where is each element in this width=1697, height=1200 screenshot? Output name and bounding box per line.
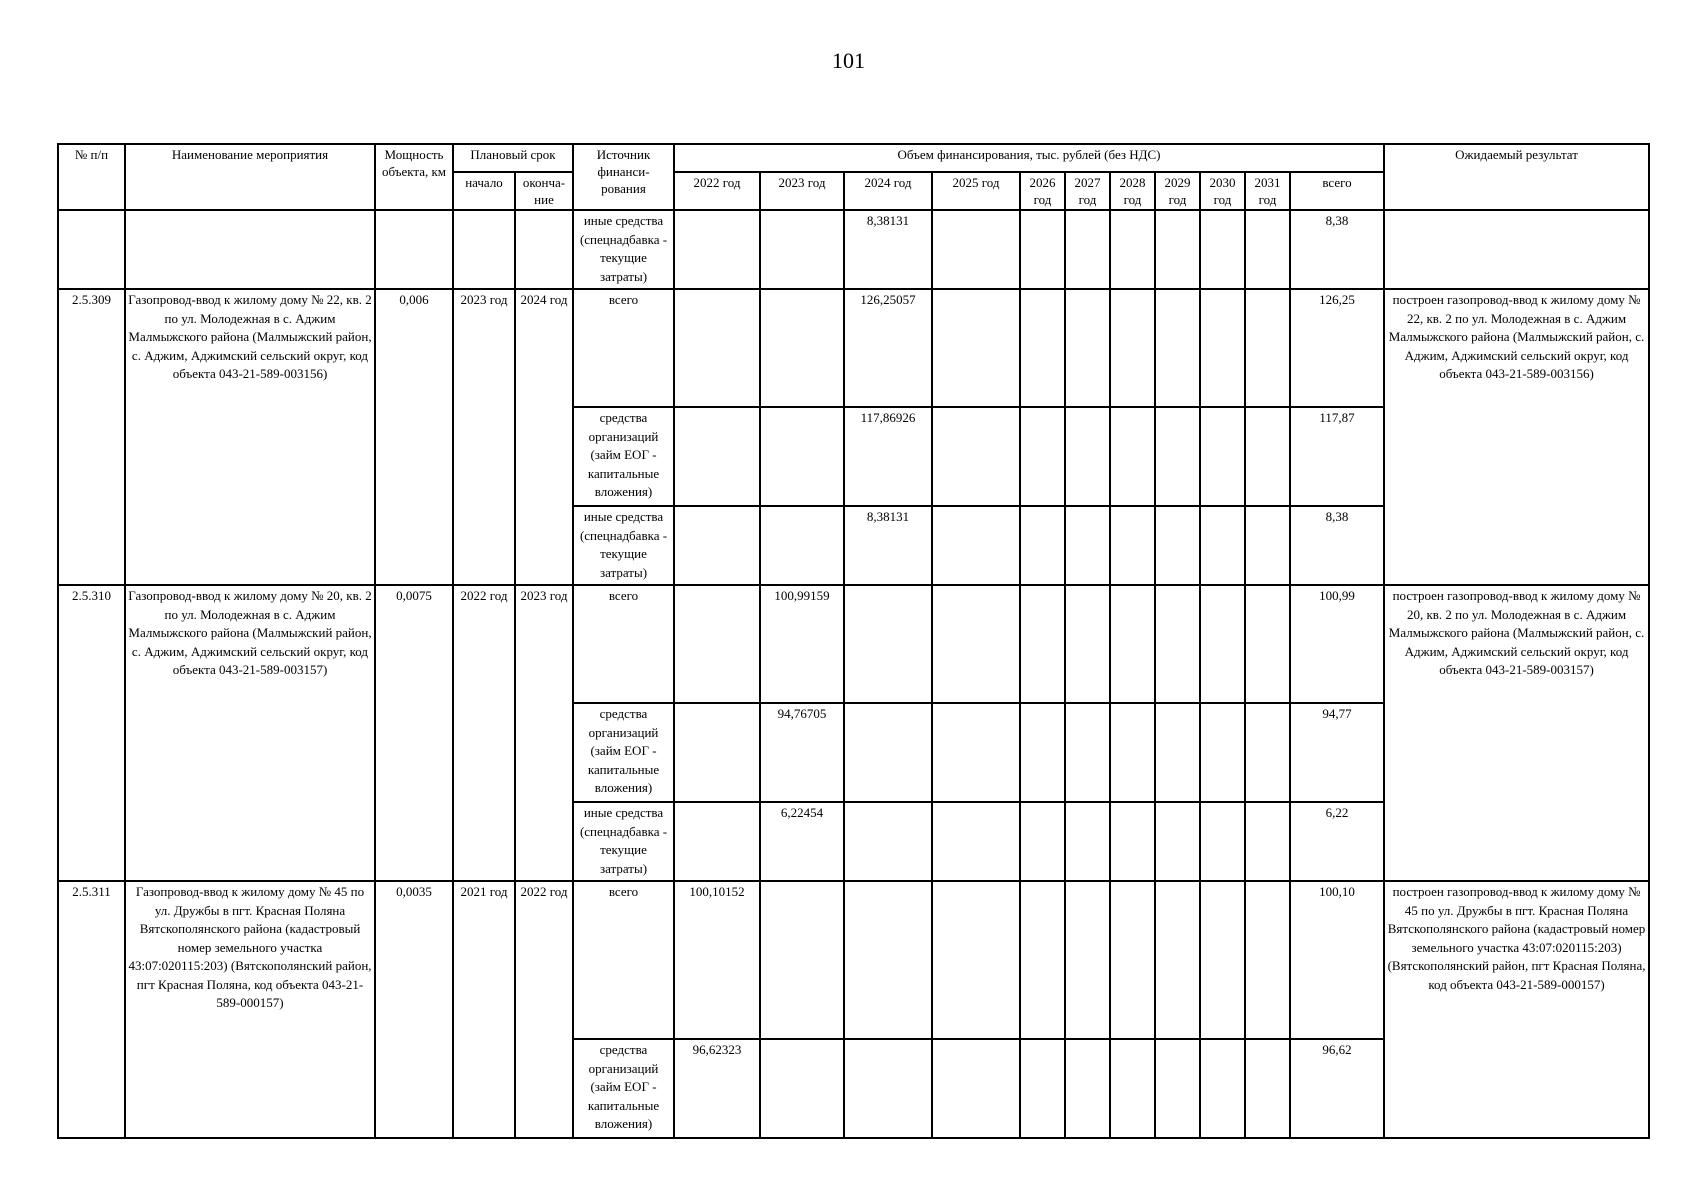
- cell-result: [1384, 210, 1649, 289]
- header-total: всего: [1290, 172, 1384, 210]
- cell-total: 8,38: [1290, 506, 1384, 585]
- cell-2024: 8,38131: [844, 506, 932, 585]
- table-row: [58, 881, 1649, 1039]
- cell-name: Газопровод-ввод к жилому дому № 20, кв. 2 по ул. Молодежная в с. Аджим Малмыжского района (Малмыжский район, с. Аджим, Аджимский сельский округ, код объекта 043-21-589-003157): [125, 585, 375, 881]
- cell-end: [515, 210, 573, 289]
- header-power: Мощность объекта, км: [375, 144, 453, 210]
- cell-2023: 6,22454: [760, 802, 844, 881]
- cell-num: 2.5.311: [58, 881, 125, 1138]
- cell-source: иные средства (спецнадбавка - текущие затраты): [573, 506, 674, 585]
- header-year-2022: 2022 год: [674, 172, 760, 210]
- header-source: Источник финанси-рования: [573, 144, 674, 210]
- cell-source: всего: [573, 881, 674, 1039]
- cell-start: 2021 год: [453, 881, 515, 1138]
- cell-power: 0,0075: [375, 585, 453, 881]
- cell-name: [125, 210, 375, 289]
- cell-2023: 100,99159: [760, 585, 844, 703]
- header-year-2029: 2029 год: [1155, 172, 1200, 210]
- header-term: Плановый срок: [453, 144, 573, 172]
- table-row: [58, 289, 1649, 407]
- cell-name: Газопровод-ввод к жилому дому № 22, кв. 2 по ул. Молодежная в с. Аджим Малмыжского района (Малмыжский район, с. Аджим, Аджимский сельский округ, код объекта 043-21-589-003156): [125, 289, 375, 585]
- cell-total: 96,62: [1290, 1039, 1384, 1138]
- cell-total: 94,77: [1290, 703, 1384, 802]
- cell-result: построен газопровод-ввод к жилому дому № 45 по ул. Дружбы в пгт. Красная Поляна Вятскополянского района (кадастровый номер земельного участка 43:07:020115:203) (Вятскополянский район, пгт Красная Поляна, код объекта 043-21-589-000157): [1384, 881, 1649, 1138]
- header-result: Ожидаемый результат: [1384, 144, 1649, 210]
- header-term-start: начало: [453, 172, 515, 210]
- cell-source: средства организаций (займ ЕОГ - капитальные вложения): [573, 703, 674, 802]
- cell-num: [58, 210, 125, 289]
- cell-total: 100,99: [1290, 585, 1384, 703]
- cell-end: 2022 год: [515, 881, 573, 1138]
- header-year-2026: 2026 год: [1020, 172, 1065, 210]
- cell-total: 126,25: [1290, 289, 1384, 407]
- cell-2024: 8,38131: [844, 210, 932, 289]
- cell-source: всего: [573, 289, 674, 407]
- header-year-2028: 2028 год: [1110, 172, 1155, 210]
- cell-source: всего: [573, 585, 674, 703]
- cell-total: 117,87: [1290, 407, 1384, 506]
- cell-result: построен газопровод-ввод к жилому дому № 22, кв. 2 по ул. Молодежная в с. Аджим Малмыжского района (Малмыжский район, с. Аджим, Аджимский сельский округ, код объекта 043-21-589-003156): [1384, 289, 1649, 585]
- header-name: Наименование мероприятия: [125, 144, 375, 210]
- cell-start: 2022 год: [453, 585, 515, 881]
- cell-start: [453, 210, 515, 289]
- cell-result: построен газопровод-ввод к жилому дому № 20, кв. 2 по ул. Молодежная в с. Аджим Малмыжского района (Малмыжский район, с. Аджим, Аджимский сельский округ, код объекта 043-21-589-003157): [1384, 585, 1649, 881]
- header-year-2024: 2024 год: [844, 172, 932, 210]
- cell-end: 2024 год: [515, 289, 573, 585]
- cell-power: [375, 210, 453, 289]
- cell-2023: 94,76705: [760, 703, 844, 802]
- cell-2022: 100,10152: [674, 881, 760, 1039]
- table-row: [58, 210, 1649, 289]
- header-year-2031: 2031 год: [1245, 172, 1290, 210]
- header-year-2030: 2030 год: [1200, 172, 1245, 210]
- cell-source: средства организаций (займ ЕОГ - капитальные вложения): [573, 407, 674, 506]
- header-year-2025: 2025 год: [932, 172, 1020, 210]
- cell-power: 0,006: [375, 289, 453, 585]
- page-number: 101: [832, 48, 865, 73]
- cell-source: иные средства (спецнадбавка - текущие затраты): [573, 210, 674, 289]
- cell-2024: 126,25057: [844, 289, 932, 407]
- cell-source: средства организаций (займ ЕОГ - капитальные вложения): [573, 1039, 674, 1138]
- cell-2022: 96,62323: [674, 1039, 760, 1138]
- cell-num: 2.5.309: [58, 289, 125, 585]
- cell-start: 2023 год: [453, 289, 515, 585]
- header-year-2027: 2027 год: [1065, 172, 1110, 210]
- cell-total: 100,10: [1290, 881, 1384, 1039]
- cell-2024: 117,86926: [844, 407, 932, 506]
- header-num: № п/п: [58, 144, 125, 210]
- cell-num: 2.5.310: [58, 585, 125, 881]
- cell-name: Газопровод-ввод к жилому дому № 45 по ул. Дружбы в пгт. Красная Поляна Вятскополянского района (кадастровый номер земельного участка 43:07:020115:203) (Вятскополянский район, пгт Красная Поляна, код объекта 043-21-589-000157): [125, 881, 375, 1138]
- financing-table: [57, 143, 1650, 1139]
- cell-end: 2023 год: [515, 585, 573, 881]
- cell-source: иные средства (спецнадбавка - текущие затраты): [573, 802, 674, 881]
- cell-total: 6,22: [1290, 802, 1384, 881]
- cell-total: 8,38: [1290, 210, 1384, 289]
- header-volume: Объем финансирования, тыс. рублей (без НДС): [674, 144, 1384, 172]
- cell-power: 0,0035: [375, 881, 453, 1138]
- table-row: [58, 585, 1649, 703]
- header-term-end: оконча-ние: [515, 172, 573, 210]
- header-year-2023: 2023 год: [760, 172, 844, 210]
